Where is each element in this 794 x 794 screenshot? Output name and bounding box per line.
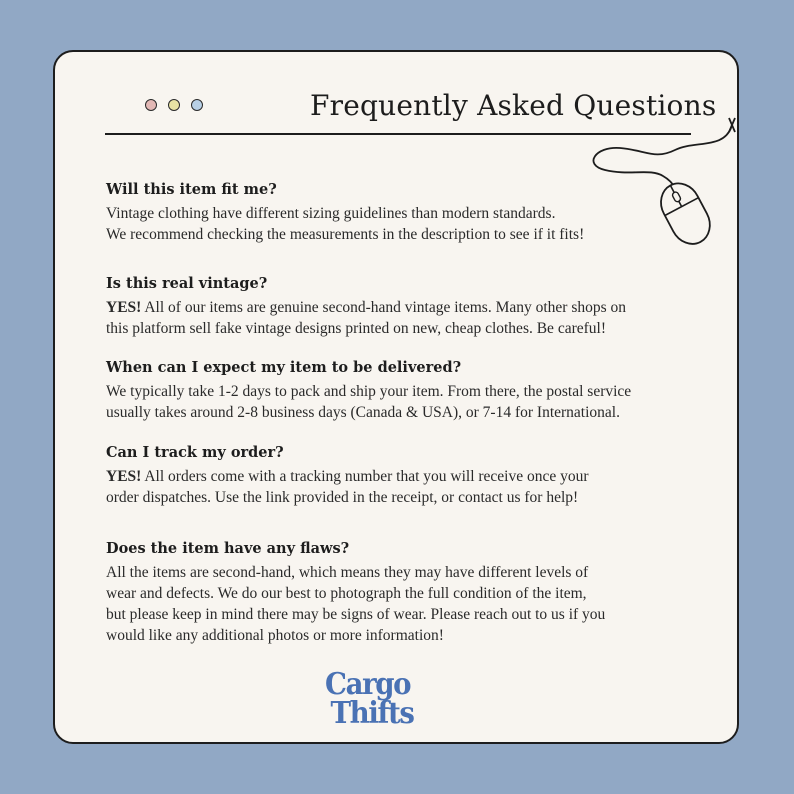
- faq-item: [106, 274, 706, 339]
- answer-line: this platform sell fake vintage designs printed on new, cheap clothes. Be careful!: [106, 320, 606, 337]
- faq-question: When can I expect my item to be delivered?: [106, 359, 462, 376]
- answer-line: order dispatches. Use the link provided in the receipt, or contact us for help!: [106, 489, 579, 506]
- answer-line: We recommend checking the measurements in the description to see if it fits!: [106, 226, 585, 243]
- blue-dot-icon: [191, 99, 203, 111]
- faq-question: Does the item have any flaws?: [106, 540, 350, 557]
- faq-answer: [106, 297, 706, 339]
- logo-line-2: Thifts: [330, 696, 414, 731]
- faq-question: Is this real vintage?: [106, 275, 268, 292]
- faq-answer: [106, 381, 706, 423]
- answer-line: but please keep in mind there may be signs of wear. Please reach out to us if you: [106, 606, 606, 623]
- logo-line-1: Cargo: [325, 667, 411, 702]
- answer-line: would like any additional photos or more information!: [106, 627, 444, 644]
- answer-line: All the items are second-hand, which means they may have different levels of: [106, 564, 589, 581]
- faq-answer: [106, 562, 706, 646]
- answer-line: Vintage clothing have different sizing guidelines than modern standards.: [106, 205, 556, 222]
- faq-question: Will this item fit me?: [106, 181, 277, 198]
- faq-answer: [106, 203, 706, 245]
- faq-item: [106, 180, 706, 245]
- window-dots: [145, 99, 203, 111]
- answer-line: usually takes around 2-8 business days (Canada & USA), or 7-14 for International.: [106, 404, 620, 421]
- pink-dot-icon: [145, 99, 157, 111]
- page-title: Frequently Asked Questions: [310, 89, 717, 122]
- faq-answer: [106, 466, 706, 508]
- answer-line: YES! All orders come with a tracking number that you will receive once your: [106, 468, 589, 485]
- faq-card: [53, 50, 739, 744]
- faq-question: Can I track my order?: [106, 444, 284, 461]
- brand-logo: [325, 667, 414, 731]
- faq-item: [106, 539, 706, 646]
- faq-item: [106, 358, 706, 423]
- answer-line: We typically take 1-2 days to pack and ship your item. From there, the postal service: [106, 383, 632, 400]
- yellow-dot-icon: [168, 99, 180, 111]
- answer-line: YES! All of our items are genuine second-hand vintage items. Many other shops on: [106, 299, 627, 316]
- faq-item: [106, 443, 706, 508]
- answer-line: wear and defects. We do our best to photograph the full condition of the item,: [106, 585, 587, 602]
